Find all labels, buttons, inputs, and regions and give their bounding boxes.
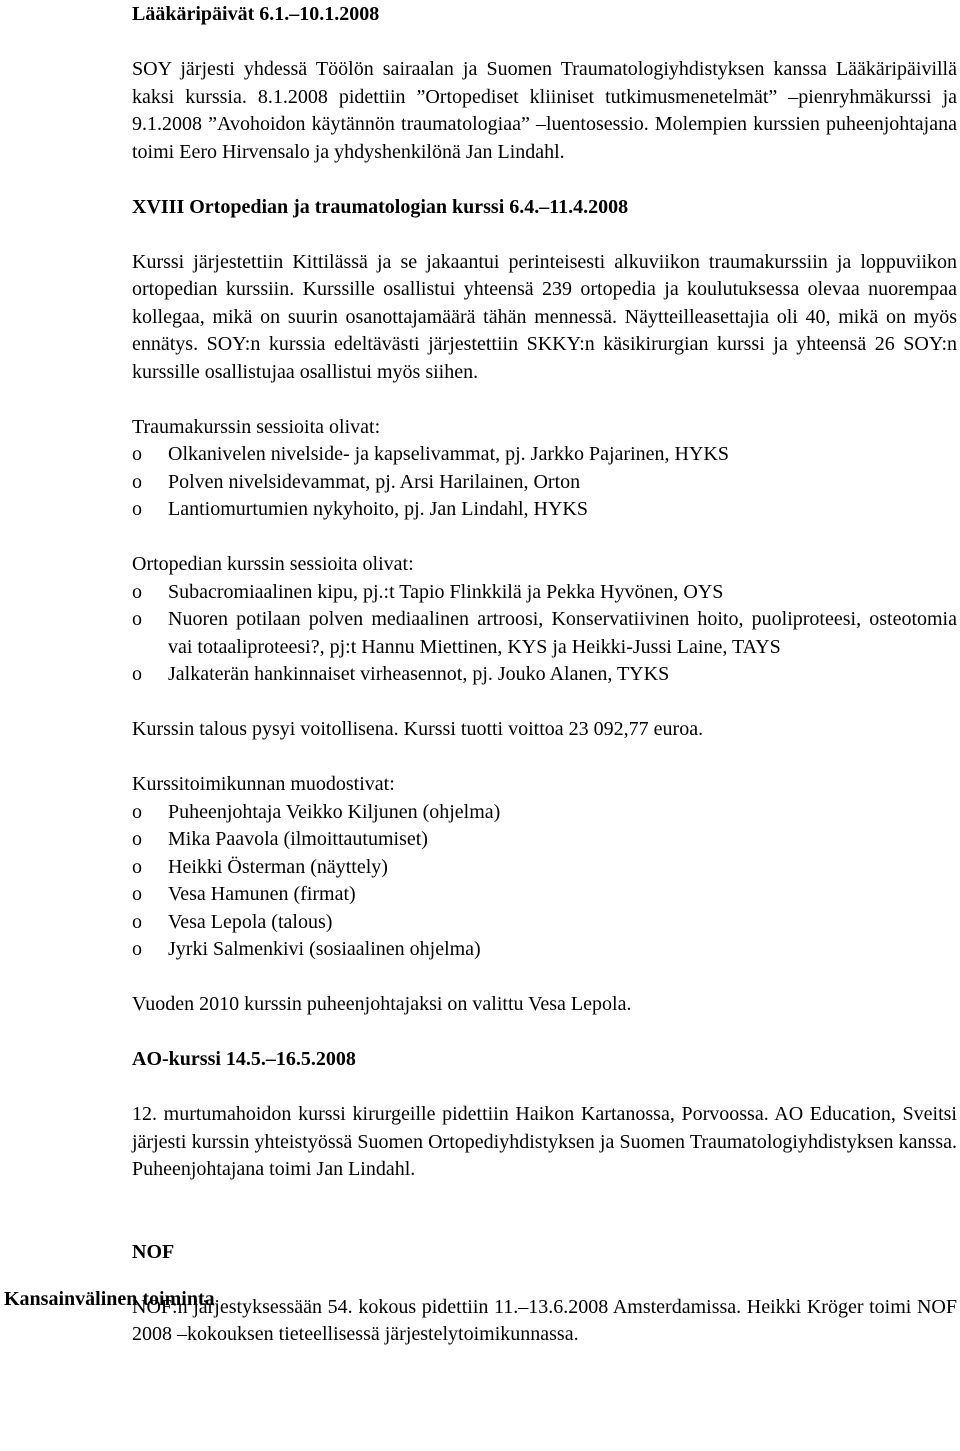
bullet-marker: o: [132, 883, 142, 905]
trauma-sessions-list: [132, 441, 957, 524]
list-item: [132, 441, 957, 469]
section-heading-laakaripaivat: Lääkäripäivät 6.1.–10.1.2008: [132, 3, 380, 25]
bullet-marker: o: [132, 855, 142, 878]
list-item-text: Subacromiaalinen kipu, pj.:t Tapio Flinkkilä ja Pekka Hyvönen, OYS: [168, 580, 724, 603]
bullet-marker: o: [132, 910, 142, 933]
list-item-text: Heikki Österman (näyttely): [168, 855, 388, 878]
list-item: [132, 496, 957, 524]
list-item-text: Nuoren potilaan polven mediaalinen artroosi, Konservatiivinen hoito, puoliproteesi, osteotomia vai totaaliproteesi?, pj:t Hannu Miettinen, KYS ja Heikki-Jussi Laine, TAYS: [168, 608, 957, 658]
paragraph-nof: NOF:n järjestyksessään 54. kokous pidettiin 11.–13.6.2008 Amsterdamissa. Heikki Kröger toimi NOF 2008 –kokouksen tieteellisessä järjestelytoimikunnassa.: [132, 1295, 957, 1345]
bullet-marker: o: [132, 580, 142, 603]
bullet-marker: o: [132, 800, 142, 823]
committee-intro: Kurssitoimikunnan muodostivat:: [132, 773, 395, 795]
section-heading-ao-kurssi: AO-kurssi 14.5.–16.5.2008: [132, 1048, 356, 1070]
list-item: [132, 799, 957, 827]
list-item-text: Olkanivelen nivelside- ja kapselivammat, pj. Jarkko Pajarinen, HYKS: [168, 443, 729, 465]
bullet-marker: o: [132, 443, 142, 465]
ortho-sessions-intro: Ortopedian kurssin sessioita olivat:: [132, 553, 414, 575]
list-item-text: Lantiomurtumien nykyhoito, pj. Jan Lindahl, HYKS: [168, 498, 588, 520]
next-chair-paragraph: Vuoden 2010 kurssin puheenjohtajaksi on valittu Vesa Lepola.: [132, 993, 632, 1015]
bullet-marker: o: [132, 470, 142, 493]
section-heading-nof: NOF: [132, 1240, 175, 1263]
section-heading-ortopedian-kurssi: XVIII Ortopedian ja traumatologian kurssi 6.4.–11.4.2008: [132, 195, 629, 218]
list-item-text: Vesa Lepola (talous): [168, 910, 333, 933]
paragraph-laakaripaivat: SOY järjesti yhdessä Töölön sairaalan ja Suomen Traumatologiyhdistyksen kanssa Lääkäripäivillä kaksi kurssia. 8.1.2008 pidettiin ”Ortopediset kliiniset tutkimusmenetelmät” –pienryhmäkurssi ja 9.1.2008 ”Avohoidon käytännön traumatologiaa” –luentosessio. Molempien kurssien puheenjohtajana toimi Eero Hirvensalo ja yhdyshenkilönä Jan Lindahl.: [132, 58, 957, 163]
list-item: [132, 579, 957, 607]
list-item-text: Vesa Hamunen (firmat): [168, 883, 356, 905]
list-item-text: Puheenjohtaja Veikko Kiljunen (ohjelma): [168, 800, 501, 823]
list-item: [132, 909, 957, 937]
trauma-sessions-intro: Traumakurssin sessioita olivat:: [132, 415, 381, 438]
document-body: [132, 0, 957, 1349]
list-item-text: Jalkaterän hankinnaiset virheasennot, pj. Jouko Alanen, TYKS: [168, 663, 670, 685]
list-item: [132, 661, 957, 689]
list-item: [132, 606, 957, 661]
bullet-marker: o: [132, 498, 142, 520]
bullet-marker: o: [132, 828, 142, 850]
bullet-marker: o: [132, 608, 142, 630]
list-item: [132, 881, 957, 909]
ortho-sessions-list: [132, 579, 957, 689]
finance-paragraph: Kurssin talous pysyi voitollisena. Kurssi tuotti voittoa 23 092,77 euroa.: [132, 718, 704, 740]
paragraph-ortopedian-kurssi: Kurssi järjestettiin Kittilässä ja se jakaantui perinteisesti alkuviikon traumakurssiin ja loppuviikon ortopedian kurssiin. Kurssille osallistui yhteensä 239 ortopedia ja koulutuksessa olevaa nuorempaa kollegaa, mikä on suurin osanottajamäärä tähän mennessä. Näytteilleasettajia oli 40, mikä on myös ennätys. SOY:n kurssia edeltävästi järjestettiin SKKY:n käsikirurgian kurssi ja yhteensä 26 SOY:n kurssille osallistujaa osallistui myös siihen.: [132, 250, 957, 383]
paragraph-ao-kurssi: 12. murtumahoidon kurssi kirurgeille pidettiin Haikon Kartanossa, Porvoossa. AO Education, Sveitsi järjesti kurssin yhteistyössä Suomen Ortopediyhdistyksen ja Suomen Traumatologiyhdistyksen kanssa. Puheenjohtajana toimi Jan Lindahl.: [132, 1103, 957, 1180]
list-item: [132, 826, 957, 854]
bullet-marker: o: [132, 938, 142, 960]
sidebar-heading: Kansainvälinen toiminta: [4, 1288, 215, 1310]
list-item: [132, 469, 957, 497]
list-item: [132, 936, 957, 964]
committee-list: [132, 799, 957, 964]
list-item-text: Polven nivelsidevammat, pj. Arsi Harilainen, Orton: [168, 470, 581, 493]
list-item: [132, 854, 957, 882]
list-item-text: Mika Paavola (ilmoittautumiset): [168, 828, 428, 850]
list-item-text: Jyrki Salmenkivi (sosiaalinen ohjelma): [168, 938, 481, 960]
bullet-marker: o: [132, 663, 142, 685]
